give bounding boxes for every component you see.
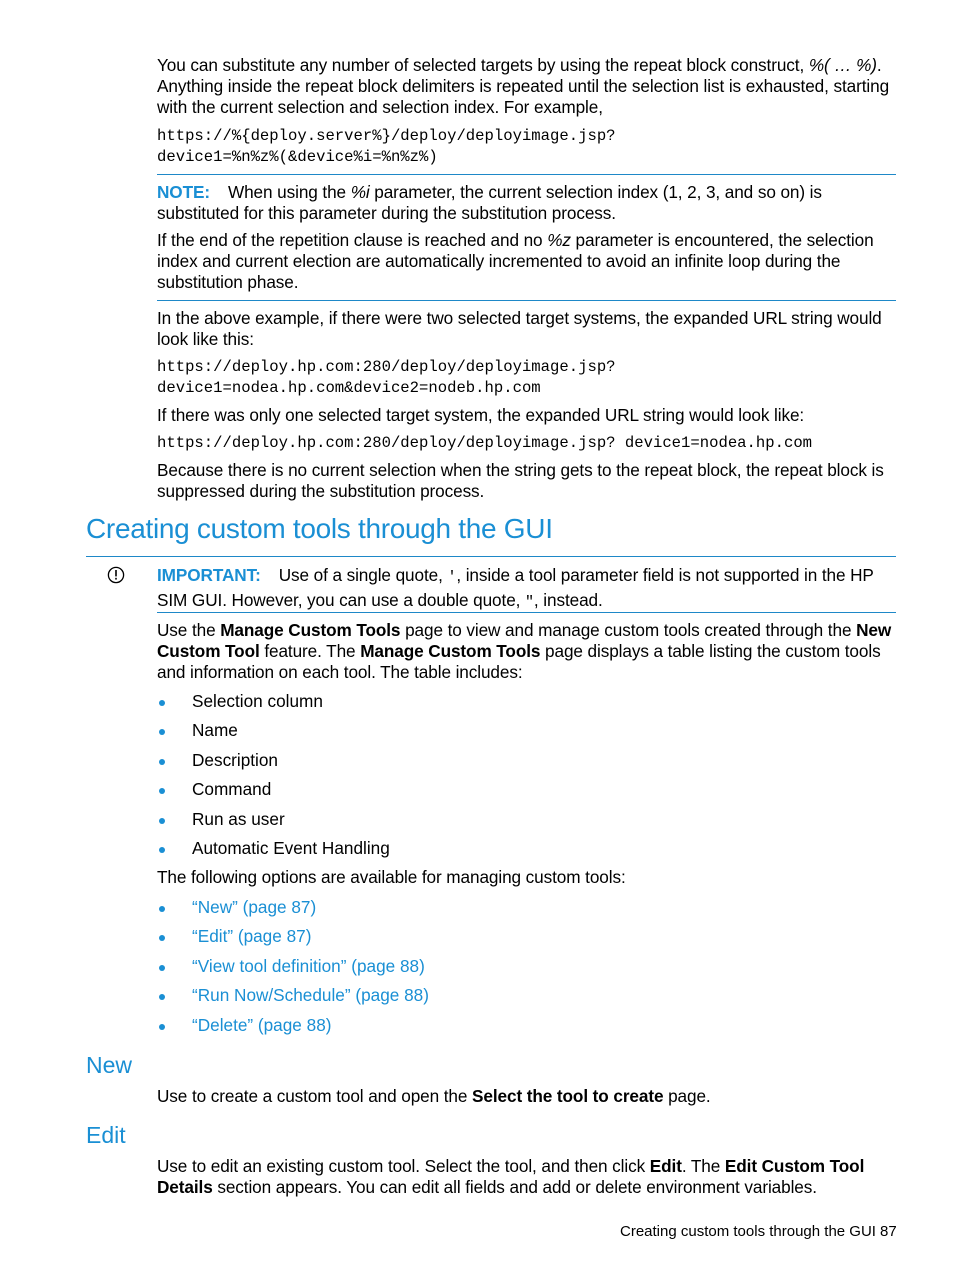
list-item — [157, 985, 429, 1014]
list-item-label: Selection column — [192, 691, 323, 711]
paragraph-text: . The — [681, 1156, 725, 1176]
page-number: 87 — [880, 1223, 897, 1240]
paragraph-text: Use to create a custom tool and open the — [157, 1086, 473, 1106]
manage-tools-paragraph — [157, 620, 897, 683]
paragraph-text: Use the — [157, 620, 221, 640]
important-bottom-rule — [157, 612, 896, 613]
new-custom-tool-term: New Custom Tool — [157, 620, 892, 661]
paragraph-text: You can substitute any number of selected targets by using the repeat block construct, — [157, 55, 809, 75]
code-example-2 — [157, 357, 616, 399]
list-item-label: Run as user — [192, 808, 285, 829]
bullet-icon — [159, 759, 165, 765]
paragraph-text: page displays a table listing the custom tools and information on each tool. The table includes: — [157, 641, 881, 682]
columns-list — [157, 691, 390, 867]
repeat-construct: %( … %) — [808, 55, 877, 75]
link-view-tool-definition[interactable]: “View tool definition” (page 88) — [192, 955, 425, 976]
paragraph-text: page. — [663, 1086, 711, 1106]
bullet-icon — [159, 994, 165, 1000]
bullet-icon — [159, 818, 165, 824]
options-list — [157, 897, 429, 1044]
param-z: %z — [547, 230, 571, 250]
link-new[interactable]: “New” (page 87) — [192, 897, 317, 917]
link-delete[interactable]: “Delete” (page 88) — [192, 1014, 332, 1035]
important-text: , instead. — [533, 590, 603, 610]
important-label: IMPORTANT: — [157, 565, 261, 585]
note-text: If the end of the repetition clause is reached and no — [157, 230, 548, 250]
heading-rule — [86, 556, 896, 557]
note-text: parameter, the current selection index (1, 2, 3, and so on) is substituted for this parameter during the substitution process. — [157, 182, 822, 223]
bullet-icon — [159, 1024, 165, 1030]
param-i: %i — [350, 182, 370, 202]
paragraph-text: . Anything inside the repeat block delimiters is repeated until the selection list is exhausted, starting with the current selection and selection index. For example, — [157, 55, 890, 117]
list-item-label: Description — [192, 749, 278, 770]
list-item — [157, 691, 390, 720]
double-quote-char: " — [525, 594, 534, 611]
single-target-paragraph: If there was only one selected target system, the expanded URL string would look like: — [157, 405, 805, 425]
new-paragraph — [157, 1086, 897, 1107]
options-intro: The following options are available for managing custom tools: — [157, 867, 626, 887]
paragraph-text: Use to edit an existing custom tool. Select the tool, and then click — [157, 1156, 650, 1176]
code-line: device1=nodea.hp.com&device2=nodeb.hp.com — [157, 379, 541, 397]
select-tool-term: Select the tool to create — [472, 1086, 664, 1106]
list-item — [157, 838, 390, 867]
footer-title: Creating custom tools through the GUI — [620, 1223, 876, 1240]
list-item — [157, 750, 390, 779]
important-icon — [107, 566, 125, 584]
bullet-icon — [159, 935, 165, 941]
list-item-label: Automatic Event Handling — [192, 837, 390, 858]
note-paragraph-2 — [157, 230, 897, 293]
list-item-label: Name — [192, 720, 238, 741]
note-top-rule — [157, 174, 896, 175]
list-item — [157, 897, 429, 926]
important-text: Use of a single quote, — [278, 565, 448, 585]
expanded-url-paragraph: In the above example, if there were two selected target systems, the expanded URL string would look like this: — [157, 308, 882, 349]
list-item — [157, 720, 390, 749]
code-line: https://%{deploy.server%}/deploy/deployimage.jsp? — [157, 127, 616, 145]
list-item — [157, 956, 429, 985]
code-example-1 — [157, 126, 616, 168]
bullet-icon — [159, 729, 165, 735]
bullet-icon — [159, 788, 165, 794]
note-text: When using the — [227, 182, 351, 202]
code-line: device1=%n%z%(&device%i=%n%z%) — [157, 148, 438, 166]
code-example-3: https://deploy.hp.com:280/deploy/deployimage.jsp? device1=nodea.hp.com — [157, 434, 813, 452]
new-heading: New — [86, 1052, 133, 1078]
list-item — [157, 779, 390, 808]
bullet-icon — [159, 847, 165, 853]
list-item — [157, 809, 390, 838]
link-edit[interactable]: “Edit” (page 87) — [192, 926, 312, 947]
code-line: https://deploy.hp.com:280/deploy/deployimage.jsp? — [157, 358, 616, 376]
list-item — [157, 926, 429, 955]
manage-custom-tools-term: Manage Custom Tools — [360, 641, 541, 661]
important-block — [157, 564, 897, 614]
suppression-paragraph: Because there is no current selection when the string gets to the repeat block, the repeat block is suppressed during the substitution process. — [157, 460, 884, 501]
list-item-label: Command — [192, 779, 272, 800]
paragraph-text: section appears. You can edit all fields and add or delete environment variables. — [212, 1177, 817, 1197]
note-block — [157, 182, 897, 224]
repeat-block-paragraph — [157, 55, 897, 118]
edit-custom-tool-details-term: Edit Custom Tool Details — [157, 1156, 865, 1197]
note-text: parameter is encountered, the selection index and current election are automatically incremented to avoid an infinite loop during the substitution phase. — [157, 230, 874, 292]
note-label: NOTE: — [157, 182, 210, 202]
edit-paragraph — [157, 1156, 897, 1198]
link-run-now-schedule[interactable]: “Run Now/Schedule” (page 88) — [192, 985, 429, 1006]
single-quote-char: ' — [447, 569, 457, 586]
important-text: , inside a tool parameter field is not supported in the HP SIM GUI. However, you can use a double quote, — [157, 565, 874, 610]
bullet-icon — [159, 906, 165, 912]
bullet-icon — [159, 700, 165, 706]
edit-term: Edit — [649, 1156, 682, 1176]
note-bottom-rule — [157, 300, 896, 301]
edit-heading: Edit — [86, 1122, 126, 1148]
paragraph-text: feature. The — [259, 641, 361, 661]
paragraph-text: page to view and manage custom tools created through the — [400, 620, 857, 640]
list-item — [157, 1015, 429, 1044]
bullet-icon — [159, 965, 165, 971]
manage-custom-tools-term: Manage Custom Tools — [220, 620, 401, 640]
section-heading: Creating custom tools through the GUI — [86, 513, 553, 544]
